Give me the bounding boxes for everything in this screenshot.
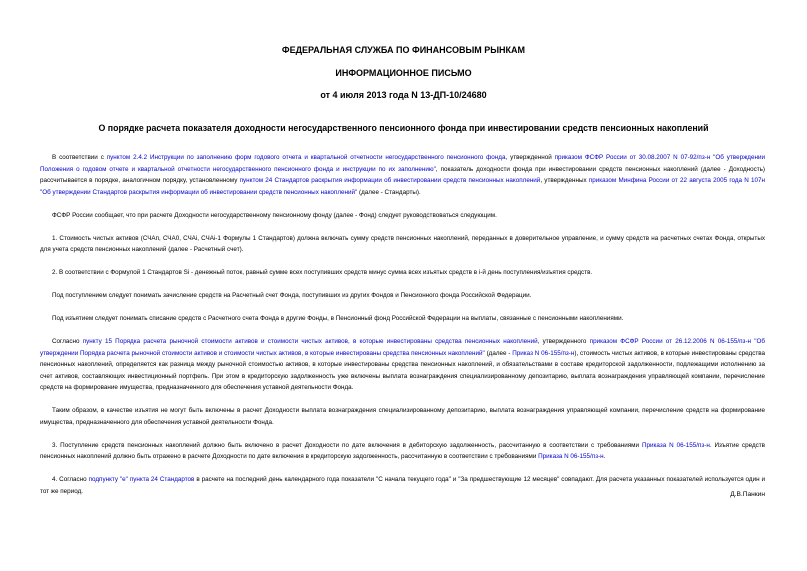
link-order-06-155[interactable]: приказом ФСФР России от 26.12.2006 N 06-155/пз-н "Об утверждении Порядка расчета рыночной стоимости активов и стоимости чистых активов, в которые инвестированы средства пенсионных накоплений" [40,338,765,357]
document-body [40,152,765,509]
text: (далее - Стандарты). [357,188,421,196]
link-subpoint-e-point-24[interactable]: подпункту "е" пункта 24 Стандартов [88,476,195,483]
text: . Изъятие средств пенсионных накоплений должно быть отражено в расчете Доходности по дате включения в кредиторскую задолженность, рассчитанную в соответствии с требованиями [40,441,765,460]
link-order-07-92[interactable]: приказом ФСФР России от 30.08.2007 N 07-92/пз-н "Об утверждении Положения о годовом отчете и квартальной отчетности негосударственного пенсионного фонда и инструкции по их заполнению" [40,154,765,173]
text: 4. Согласно [52,476,89,483]
paragraph-8: Таким образом, в качестве изъятия не могут быть включены в расчет Доходности выплата вознаграждения специализированному депозитарию, выплата вознаграждения управляющей компании, перечисление средств на формирование имущества, предназначенного для обеспечения уставной деятельности Фонда. [40,407,765,426]
text: В соответствии с [52,154,107,161]
paragraph-9 [40,440,765,463]
paragraph-5: Под поступлением следует понимать зачисление средств на Расчетный счет Фонда, поступивших из других Фондов и Пенсионного фонда Российской Федерации. [52,292,532,299]
paragraph-7 [40,336,765,394]
text: , утвержденного [537,338,590,345]
link-standards-point-24[interactable]: пунктом 24 Стандартов раскрытия информации об инвестировании средств пенсионных накоплений [239,177,541,184]
text: . [603,453,606,460]
text: , утвержденной [505,154,555,161]
link-procedure-point-15[interactable]: пункту 15 Порядка расчета рыночной стоимости активов и стоимости чистых активов, в которые инвестированы средства пенсионных накоплений [82,338,538,345]
document-subject: О порядке расчета показателя доходности негосударственного пенсионного фонда при инвестировании средств пенсионных накоплений [98,123,709,133]
paragraph-4: 2. В соответствии с Формулой 1 Стандартов Si - денежный поток, равный сумме всех поступивших средств минус сумма всех изъятых средств в i-й день поступления/изъятия средств. [52,269,593,276]
link-instruction-2-4-2[interactable]: пунктом 2.4.2 Инструкции по заполнению форм годового отчета и квартальной отчетности негосударственного пенсионного фонда [106,154,506,161]
text: (далее - [484,349,513,357]
text: ), стоимость чистых активов, в которые инвестированы средства пенсионных накоплений, определяется как разница между рыночной стоимостью активов, в которые инвестированы средства пенсионных накоплений, и обязательствами в составе кредиторской задолженности, подлежащими исполнению за счет активов, составляющих инвестиционный портфель. При этом в кредиторскую задолженность уже включены выплата вознаграждения специализированному депозитарию, выплата вознаграждения управляющей компании, перечисление средств на формирование имущества, предназначенного для обеспечения уставной деятельности Фонда. [40,349,766,391]
paragraph-1 [40,152,765,198]
text: в расчете на последний день календарного года показатели "С начала текущего года" и "За предшествующие 12 месяцев" совпадают. Для расчета указанных показателей используется один и тот же период. [40,476,766,495]
text: , утвержденных [540,177,589,184]
text: Согласно [52,338,83,345]
link-order-06-155-short[interactable]: Приказ N 06-155/пз-н [512,349,575,357]
text: 3. Поступление средств пенсионных накоплений должно быть включено в расчет Доходности по дате включения в дебиторскую задолженность, рассчитанную в соответствии с требованиями [52,441,642,449]
link-order-06-155-b[interactable]: Приказа N 06-155/пз-н [538,453,604,460]
agency-name: ФЕДЕРАЛЬНАЯ СЛУЖБА ПО ФИНАНСОВЫМ РЫНКАМ [281,45,526,55]
link-minfin-order-107n[interactable]: приказом Минфина России от 22 августа 2005 года N 107н "Об утверждении Стандартов раскрытия информации об инвестировании средств пенсионных накоплений" [40,177,766,196]
paragraph-10 [40,474,765,497]
text: , показатель доходности фонда при инвестировании средств пенсионных накоплений (далее - Доходность) рассчитывается в порядке, аналогичном порядку, установленному [40,165,766,184]
document-date-number: от 4 июля 2013 года N 13-ДП-10/24680 [320,90,487,100]
paragraph-2: ФСФР России сообщает, что при расчете Доходности негосударственному пенсионному фонду (далее - Фонд) следует руководствоваться следующим. [52,211,497,219]
link-order-06-155-a[interactable]: Приказа N 06-155/пз-н [641,441,710,449]
paragraph-3: 1. Стоимость чистых активов (СЧАп, СЧА0, СЧАi, СЧАi-1 Формулы 1 Стандартов) должна включать сумму средств пенсионных накоплений, переданных в доверительное управление, и сумму средств на расчетных счетах Фонда, открытых для учета средств пенсионных накоплений (далее - Расчетный счет). [40,234,765,253]
document-type: ИНФОРМАЦИОННОЕ ПИСЬМО [335,68,472,78]
signature: Д.В.Панкин [730,491,765,498]
paragraph-6: Под изъятием следует понимать списание средств с Расчетного счета Фонда в другие Фонды, в Пенсионный фонд Российской Федерации на выплаты, связанные с пенсионными накоплениями. [52,315,624,322]
